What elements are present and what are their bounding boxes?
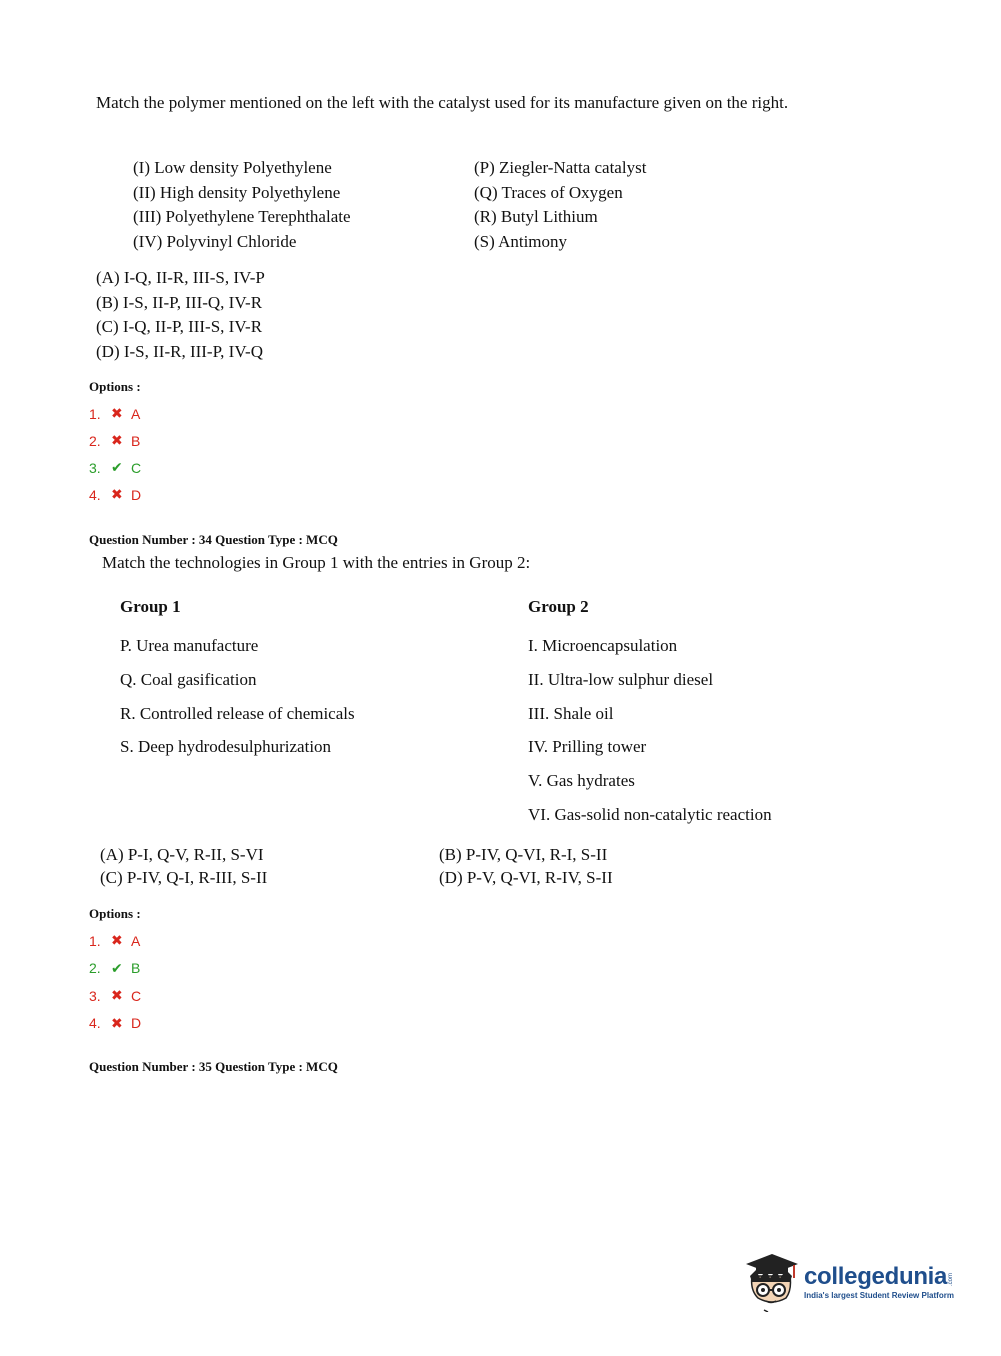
q34-choice: (A) P-I, Q-V, R-II, S-VI xyxy=(100,845,264,864)
q34-option-3[interactable] xyxy=(89,982,141,1010)
q33-option-3[interactable] xyxy=(89,454,141,481)
q33-choices xyxy=(96,266,265,364)
option-number: 2. xyxy=(89,960,101,977)
q34-group1-list xyxy=(120,629,355,764)
option-number: 4. xyxy=(89,1015,101,1032)
q33-left-list xyxy=(133,156,351,254)
cross-icon: ✖ xyxy=(111,432,123,448)
q34-choices-right xyxy=(439,843,613,889)
q33-options xyxy=(89,400,141,508)
q34-option-2[interactable] xyxy=(89,955,141,983)
q34-group2-list xyxy=(528,629,772,832)
q34-choice: (D) P-V, Q-VI, R-IV, S-II xyxy=(439,868,613,887)
option-label: C xyxy=(131,987,142,1004)
q33-right-item: (P) Ziegler-Natta catalyst xyxy=(474,158,647,177)
check-icon: ✔ xyxy=(111,959,123,976)
q33-intro: Match the polymer mentioned on the left with the catalyst used for its manufacture given on the right. xyxy=(96,93,789,112)
q33-option-1[interactable] xyxy=(89,400,141,427)
option-label: C xyxy=(131,459,142,476)
cross-icon: ✖ xyxy=(111,987,123,1004)
option-number: 1. xyxy=(89,932,101,949)
option-label: A xyxy=(131,405,141,422)
option-label: B xyxy=(131,960,141,977)
logo-text xyxy=(804,1263,954,1300)
q34-options xyxy=(89,927,141,1037)
option-number: 3. xyxy=(89,987,101,1004)
q33-left-item: (II) High density Polyethylene xyxy=(133,182,341,202)
q33-option-2[interactable] xyxy=(89,427,141,454)
q34-choices-left xyxy=(100,843,267,889)
cross-icon: ✖ xyxy=(111,1014,123,1031)
q33-choice: (B) I-S, II-P, III-Q, IV-R xyxy=(96,292,263,312)
q34-intro: Match the technologies in Group 1 with the entries in Group 2: xyxy=(102,553,531,572)
q34-choice: (C) P-IV, Q-I, R-III, S-II xyxy=(100,868,268,887)
q34-group2-item: VI. Gas-solid non-catalytic reaction xyxy=(528,804,772,824)
q34-option-1[interactable] xyxy=(89,927,141,955)
q34-options-label: Options : xyxy=(89,906,141,921)
q33-right-item: (S) Antimony xyxy=(474,231,568,251)
q33-left-item: (I) Low density Polyethylene xyxy=(133,158,332,177)
q34-group2-item: III. Shale oil xyxy=(528,703,614,723)
cross-icon: ✖ xyxy=(111,486,123,502)
option-label: A xyxy=(131,932,141,949)
q35-header: Question Number : 35 Question Type : MCQ xyxy=(89,1059,338,1074)
check-icon: ✔ xyxy=(111,459,123,475)
q34-group1-item: Q. Coal gasification xyxy=(120,669,257,689)
logo-suffix: .com xyxy=(948,1273,955,1287)
q34-group2-item: V. Gas hydrates xyxy=(528,771,635,791)
option-label: D xyxy=(131,1015,142,1032)
option-number: 1. xyxy=(89,405,101,422)
q34-choice: (B) P-IV, Q-VI, R-I, S-II xyxy=(439,845,608,864)
q34-group1-item: S. Deep hydrodesulphurization xyxy=(120,737,332,757)
cross-icon: ✖ xyxy=(111,932,123,949)
q33-left-item: (III) Polyethylene Terephthalate xyxy=(133,207,351,226)
option-number: 4. xyxy=(89,486,101,503)
option-label: B xyxy=(131,432,141,449)
q33-choice: (A) I-Q, II-R, III-S, IV-P xyxy=(96,268,265,287)
q34-group2-item: I. Microencapsulation xyxy=(528,636,678,655)
logo-tagline: India's largest Student Review Platform xyxy=(804,1290,954,1300)
q34-group2-item: II. Ultra-low sulphur diesel xyxy=(528,669,714,689)
q34-group1-item: R. Controlled release of chemicals xyxy=(120,703,355,723)
q34-group1-item: P. Urea manufacture xyxy=(120,636,259,655)
option-number: 2. xyxy=(89,432,101,449)
q33-choice: (C) I-Q, II-P, III-S, IV-R xyxy=(96,317,263,336)
q33-choice: (D) I-S, II-R, III-P, IV-Q xyxy=(96,341,263,361)
q34-option-4[interactable] xyxy=(89,1010,141,1038)
q33-options-label: Options : xyxy=(89,379,141,394)
q34-group2-title: Group 2 xyxy=(528,597,589,616)
q33-option-4[interactable] xyxy=(89,481,141,508)
q33-right-item: (Q) Traces of Oxygen xyxy=(474,182,623,202)
cross-icon: ✖ xyxy=(111,405,123,421)
q34-group2-item: IV. Prilling tower xyxy=(528,737,647,757)
logo-brand: collegedunia xyxy=(804,1262,948,1290)
collegedunia-logo[interactable] xyxy=(742,1250,954,1312)
mascot-icon xyxy=(742,1250,800,1312)
option-number: 3. xyxy=(89,459,101,476)
q34-header: Question Number : 34 Question Type : MCQ xyxy=(89,532,338,547)
q33-right-item: (R) Butyl Lithium xyxy=(474,207,598,226)
option-label: D xyxy=(131,486,142,503)
q33-right-list xyxy=(474,156,646,254)
q34-group1-title: Group 1 xyxy=(120,597,181,616)
q33-left-item: (IV) Polyvinyl Chloride xyxy=(133,231,297,251)
